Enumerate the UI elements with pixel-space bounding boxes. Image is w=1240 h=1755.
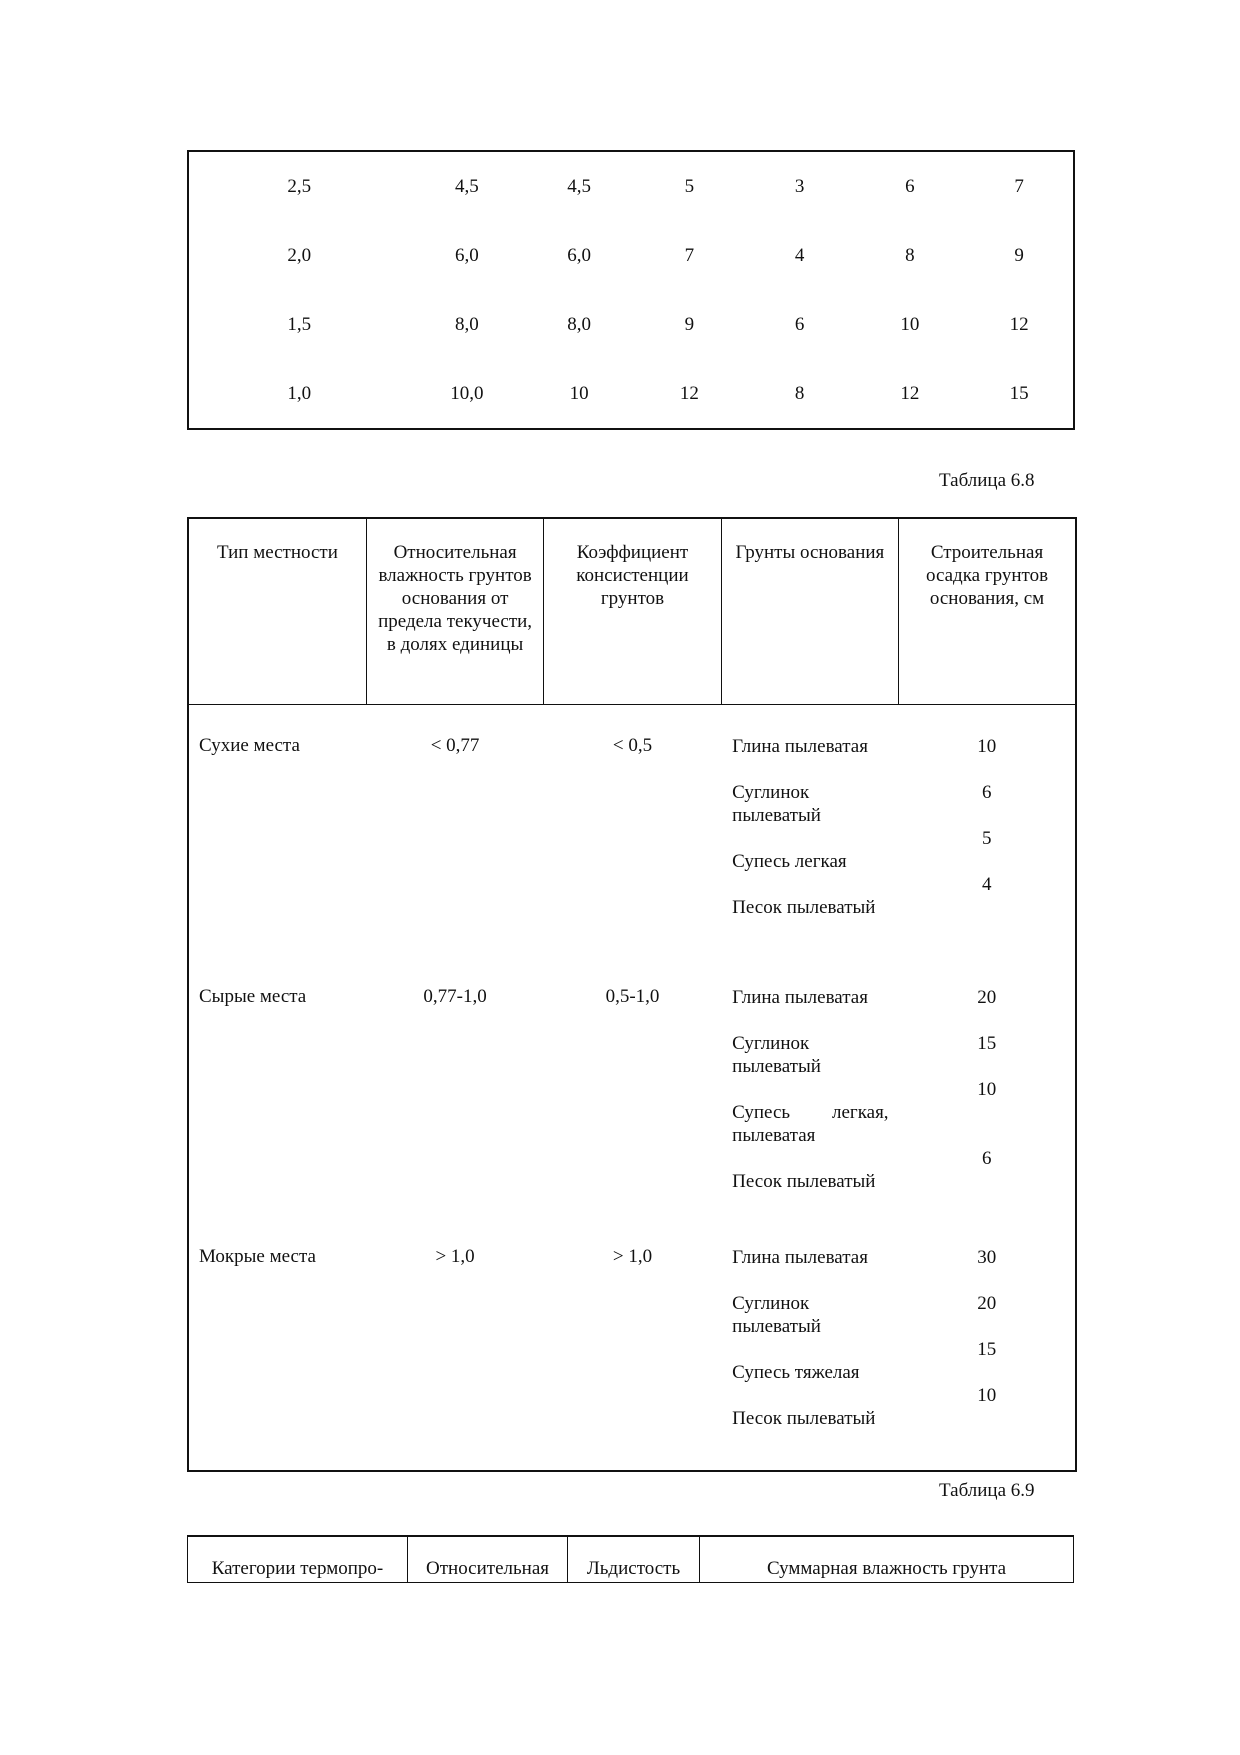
table-cell: 4,5	[567, 175, 591, 197]
table-row	[188, 290, 1074, 359]
relative-humidity: > 1,0	[435, 1246, 475, 1267]
table-cell: 2,0	[287, 244, 312, 266]
soil-name: Глина пылеватая	[732, 1247, 868, 1268]
top-data-table	[187, 150, 1075, 430]
table-6-8-header-row	[188, 518, 1076, 704]
terrain-type: Сухие места	[199, 734, 300, 756]
table-cell: 6,0	[454, 244, 479, 266]
table-cell: 10,0	[450, 382, 484, 404]
header-ice-content: Льдистость	[568, 1536, 700, 1583]
table-cell: 12	[1009, 313, 1029, 335]
table-cell: 1,5	[287, 313, 312, 335]
settlement-list-cell	[899, 704, 1076, 956]
soil-name: Супесь легкая, пылеватая	[732, 1102, 889, 1146]
soil-name: Песок пылеватый	[732, 1408, 876, 1429]
table-cell: 8	[905, 244, 915, 266]
table-cell: 9	[1014, 244, 1024, 266]
consistency-coefficient: > 1,0	[612, 1246, 653, 1267]
table-6-9-caption: Таблица 6.9	[939, 1480, 1035, 1501]
soil-name: Супесь легкая	[732, 850, 847, 872]
settlement-list-cell	[899, 956, 1076, 1216]
table-6-9-header-row	[188, 1536, 1074, 1583]
table-cell: 12	[679, 382, 699, 404]
table-row	[188, 221, 1074, 290]
soil-list-cell	[721, 1216, 898, 1471]
table-6-9	[187, 1535, 1074, 1583]
consistency-coefficient: < 0,5	[612, 734, 653, 756]
soil-name: Суглинок пылеватый	[732, 1293, 821, 1337]
soil-name: Песок пылеватый	[732, 896, 876, 918]
settlement-value: 6	[982, 781, 992, 803]
table-cell: 9	[684, 313, 695, 335]
table-row	[188, 704, 1076, 956]
table-6-8-body	[188, 704, 1076, 1471]
relative-humidity: < 0,77	[430, 734, 480, 756]
settlement-value: 6	[982, 1148, 992, 1169]
terrain-type: Сырые места	[199, 986, 307, 1007]
relative-humidity: 0,77-1,0	[423, 986, 487, 1007]
top-table-body	[188, 151, 1074, 429]
soil-name: Суглинок пылеватый	[732, 781, 821, 826]
settlement-list-cell	[899, 1216, 1076, 1471]
table-row	[188, 1216, 1076, 1471]
table-cell: 7	[1014, 175, 1024, 197]
table-cell: 8,0	[454, 313, 479, 335]
settlement-value: 10	[977, 735, 997, 757]
table-row	[188, 359, 1074, 429]
table-cell: 4,5	[454, 175, 479, 197]
settlement-value: 4	[982, 873, 992, 895]
table-row	[188, 151, 1074, 221]
header-relative-humidity: Относительная влажность грунтов основания от предела текучести, в долях единицы	[366, 518, 543, 704]
header-relative: Относительная	[408, 1536, 568, 1583]
consistency-coefficient: 0,5-1,0	[605, 986, 660, 1007]
table-row	[188, 956, 1076, 1216]
table-cell: 10	[569, 382, 589, 404]
table-cell: 2,5	[287, 175, 312, 197]
table-cell: 15	[1009, 382, 1029, 404]
header-base-soils: Грунты основания	[721, 518, 898, 704]
terrain-type: Мокрые места	[199, 1246, 316, 1267]
table-cell: 6	[905, 175, 915, 197]
table-cell: 6	[794, 313, 805, 335]
soil-list-cell	[721, 956, 898, 1216]
table-cell: 5	[684, 175, 695, 197]
table-6-8-caption: Таблица 6.8	[939, 470, 1035, 491]
table-cell: 12	[900, 382, 920, 404]
soil-name: Глина пылеватая	[732, 735, 868, 757]
header-category: Категории термопро-	[188, 1536, 408, 1583]
header-total-moisture: Суммарная влажность грунта	[700, 1536, 1074, 1583]
settlement-value: 20	[977, 987, 997, 1008]
settlement-value: 5	[982, 827, 992, 849]
soil-list-cell	[721, 704, 898, 956]
settlement-value: 20	[977, 1293, 997, 1314]
header-consistency-coefficient: Коэффициент консистенции грунтов	[544, 518, 721, 704]
soil-name: Глина пылеватая	[732, 987, 868, 1008]
table-cell: 8	[794, 382, 805, 404]
header-terrain-type: Тип местности	[188, 518, 366, 704]
table-cell: 10	[900, 313, 920, 335]
table-cell: 7	[684, 244, 695, 266]
table-cell: 3	[794, 175, 805, 197]
header-settlement: Строительная осадка грунтов основания, см	[899, 518, 1076, 704]
table-cell: 8,0	[567, 313, 591, 335]
table-cell: 1,0	[287, 382, 312, 404]
settlement-value: 30	[977, 1247, 997, 1268]
table-cell: 4	[794, 244, 805, 266]
table-6-8	[187, 517, 1077, 1472]
soil-name: Песок пылеватый	[732, 1171, 876, 1192]
table-cell: 6,0	[567, 244, 591, 266]
soil-name: Суглинок пылеватый	[732, 1033, 821, 1077]
settlement-value: 15	[977, 1033, 997, 1054]
settlement-value: 15	[977, 1339, 997, 1360]
soil-name: Супесь тяжелая	[732, 1362, 860, 1383]
settlement-value: 10	[977, 1079, 997, 1100]
settlement-value: 10	[977, 1385, 997, 1406]
